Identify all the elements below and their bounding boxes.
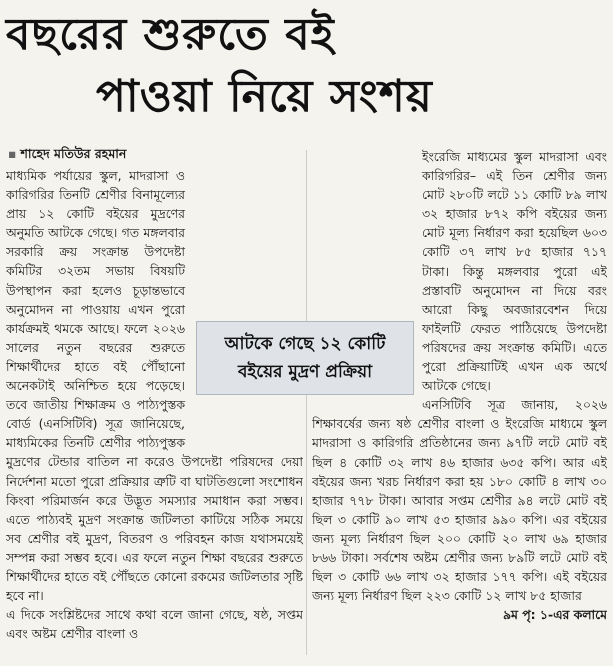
pull-quote-line-1: আটকে গেছে ১২ কোটি bbox=[224, 334, 386, 354]
column-divider bbox=[306, 150, 307, 655]
byline bbox=[8, 146, 126, 166]
bullet-icon: ▪ bbox=[8, 146, 17, 161]
article-column-right bbox=[312, 147, 607, 657]
headline-line-1: বছরের শুরুতে বই bbox=[6, 9, 335, 60]
pull-quote-line-2: বইয়ের মুদ্রণ প্রক্রিয়া bbox=[237, 362, 373, 382]
article-paragraph: এ দিকে সংশ্লিষ্টদের সাথে কথা বলে জানা গেছে, ষষ্ঠ, সপ্তম এবং অষ্টম শ্রেণীর বাংলা ও bbox=[6, 607, 303, 642]
headline bbox=[0, 4, 613, 128]
headline-line-2: পাওয়া নিয়ে সংশয় bbox=[96, 71, 433, 122]
article-paragraph: এনসিটিবি সূত্র জানায়, ২০২৬ শিক্ষাবর্ষের জন্য ষষ্ঠ শ্রেণীর বাংলা ও ইংরেজি মাধ্যমে স্কুল মাদরাসা ও কারিগরি প্রতিষ্ঠানের জন্য ৯৭টি লটে মোট বই ছিল ৪ কোটি ৩২ লাখ ৪৬ হাজার ৬৩৫ কপি। আর এই বইয়ের জন্য খরচ নির্ধারণ করা হয় ১৮০ কোটি ৪ লাখ ৩০ হাজার ৭৭৮ টাকা। আবার সপ্তম শ্রেণীর ৯৪ লটে মোট বই ছিল ৩ কোটি ৯০ লাখ ৫৩ হাজার ৯৯০ কপি। এর বইয়ের জন্য মূল্য নির্ধারণ ছিল ২০০ কোটি ২০ লাখ ৬৯ হাজার ৮৬৬ টাকা। সর্বশেষ অষ্টম শ্রেণীর জন্য ৮৯টি লটে মোট বই ছিল ৩ কোটি ৬৬ লাখ ৩২ হাজার ১৭৭ কপি। এই বইয়ের জন্য মূল্য নির্ধারণ ছিল ২২৩ কোটি ১২ লাখ ৮৫ হাজার bbox=[312, 397, 607, 604]
continuation-note[interactable]: ৯ম পৃ: ১-এর কলামে bbox=[502, 607, 607, 623]
author-name: শাহেদ মতিউর রহমান bbox=[20, 146, 127, 161]
pull-quote bbox=[196, 321, 414, 395]
article-column-left bbox=[6, 166, 303, 666]
article-paragraph: ইংরেজি মাধ্যমের স্কুল মাদরাসা এবং কারিগরির– এই তিন শ্রেণীর জন্য মোট ২৮০টি লটে ১১ কোটি ৮৯ লাখ ৩২ হাজার ৮৭২ কপি বইয়ের জন্য মোট মূল্য নির্ধারণ করা হয়েছিল ৬০৩ কোটি ৩৭ লাখ ৮৫ হাজার ৭১৭ টাকা। কিন্তু মঙ্গলবার পুরো এই প্রস্তাবটি অনুমোদন না দিয়ে বরং আরো কিছু অবজারবেশন দিয়ে ফাইলটি ফেরত পাঠিয়েছে উপদেষ্টা পরিষদের ক্রয় সংক্রান্ত কমিটি। এতে পুরো প্রক্রিয়াটিই এখন এক অর্থে আটকে গেছে। bbox=[422, 149, 607, 394]
article-paragraph: মাধ্যমিক পর্যায়ের স্কুল, মাদরাসা ও কারিগরির তিনটি শ্রেণীর বিনামূল্যের প্রায় ১২ কোটি বইয়ের মুদ্রণের অনুমতি আটকে গেছে। গত মঙ্গলবার সরকারি ক্রয় সংক্রান্ত উপদেষ্টা কমিটির ৩২তম সভায় বিষয়টি উপস্থাপন করা হলেও চূড়ান্তভাবে অনুমোদন না পাওয়ায় এখন পুরো কার্যক্রমই থমকে আছে। ফলে ২০২৬ সালের নতুন বছরের শুরুতে শিক্ষার্থীদের হাতে বই পৌঁছানো অনেকটাই অনিশ্চিত হয়ে পড়েছে। তবে জাতীয় শিক্ষাক্রম ও পাঠ্যপুস্তক বোর্ড (এনসিটিবি) সূত্র জানিয়েছে, মাধ্যমিকের তিনটি শ্রেণীর পাঠ্যপুস্তক মুদ্রণের টেন্ডার বাতিল না করেও উপদেষ্টা পরিষদের দেয়া নির্দেশনা মতো পুরো প্রক্রিয়ার ত্রুটি বা ঘাটতিগুলো সংশোধন কিংবা পরিমার্জন করে উদ্ভূত সমস্যার সমাধান করা সম্ভব। এতে পাঠ্যবই মুদ্রণ সংক্রান্ত জটিলতা কাটিয়ে সঠিক সময়ে সব শ্রেণীর বই মুদ্রণ, বিতরণ ও পরিবহন কাজ যথাসময়েই সম্পন্ন করা সম্ভব হবে। এর ফলে নতুন শিক্ষা বছরের শুরুতে শিক্ষার্থীদের হাতে বই পৌঁছতে কোনো রকমের জটিলতার সৃষ্টি হবে না। bbox=[6, 168, 303, 604]
